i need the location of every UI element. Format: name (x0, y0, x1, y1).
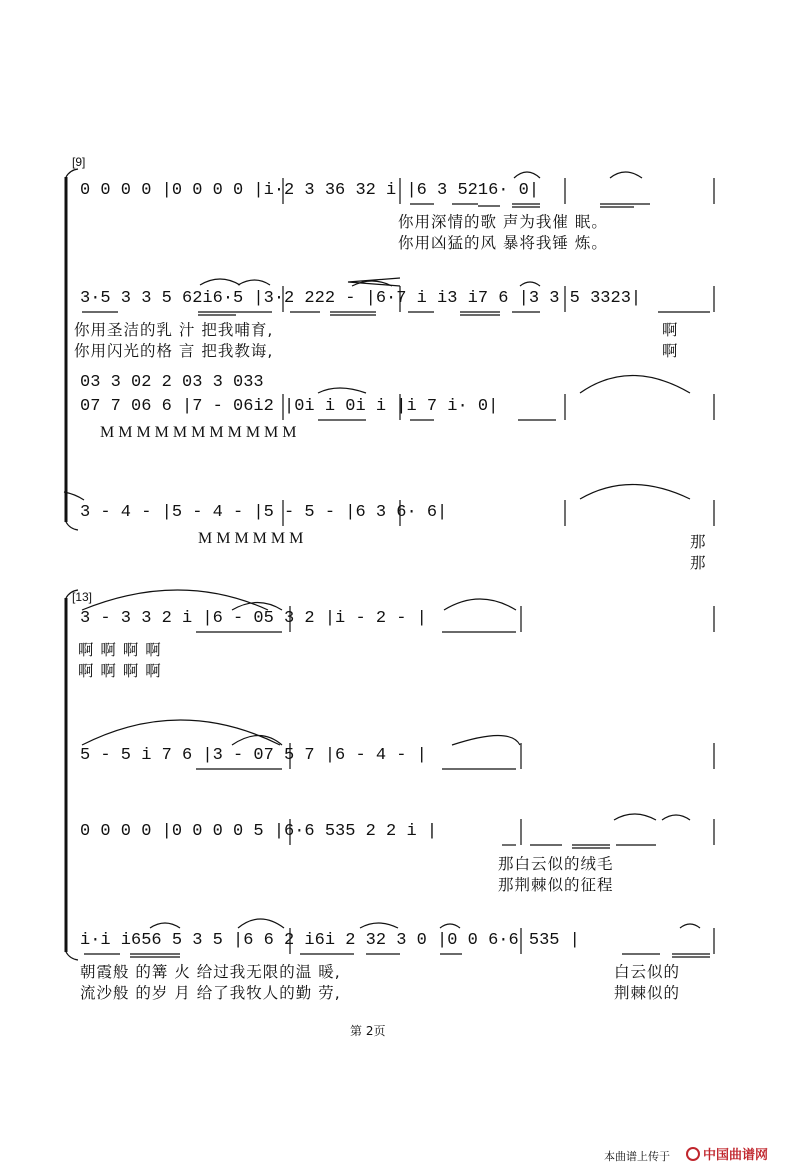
staff-1-4-end-lyric-verse-1: 那 (690, 533, 707, 551)
logo-mark-icon (686, 1147, 700, 1161)
staff-1-1-lyric-verse-1: 你用深情的歌 声为我催 眠。 (398, 213, 608, 231)
staff-2-1-notes: 3 - 3 3 2 i |6 - 05 3 2 |i - 2 - | (80, 609, 427, 628)
staff-1-3-lyric: M M M M M M M M M M M (100, 424, 297, 441)
staff-2-4-lyric-verse-2: 流沙般 的岁 月 给了我牧人的勤 劳, (80, 984, 341, 1002)
upload-note: 本曲谱上传于 (604, 1150, 670, 1163)
staff-1-2-notes: 3·5 3 3 5 62i6·5 |3·2 222 - |6·7 i i3 i7 6 |3 3 5 3323| (80, 289, 642, 308)
barlines-system-2 (290, 606, 714, 954)
staff-1-4-notes: 3 - 4 - |5 - 4 - |5 - 5 - |6 3 6· 6| (80, 503, 448, 522)
staff-2-3-lyric-verse-1: 那白云似的绒毛 (498, 855, 614, 873)
staff-1-1-notes: 0 0 0 0 |0 0 0 0 |i·2 3 36 32 i |6 3 5216· 0| (80, 181, 540, 200)
rehearsal-mark-13: [13] (72, 590, 93, 604)
staff-2-2-notes: 5 - 5 i 7 6 |3 - 07 5 7 |6 - 4 - | (80, 746, 427, 765)
page-number: 第 2页 (350, 1024, 386, 1038)
staff-2-4-lyric-verse-1: 朝霞般 的篝 火 给过我无限的温 暖, (80, 963, 341, 981)
staff-1-2-end-lyric-verse-1: 啊 (662, 321, 679, 339)
site-logo (686, 1144, 768, 1163)
staff-2-4-end-lyric-verse-1: 白云似的 (614, 963, 681, 981)
staff-1-2-end-lyric-verse-2: 啊 (662, 342, 679, 360)
staff-1-1-lyric-verse-2: 你用凶猛的风 暴将我锤 炼。 (398, 234, 608, 252)
logo-text: 中国曲谱网 (703, 1148, 769, 1163)
staff-1-3-upper-notes: 03 3 02 2 03 3 033 (80, 373, 264, 392)
staff-2-4-notes: i·i i656 5 3 5 |6 6 2 i6i 2 32 3 0 |0 0 6·6 535 | (80, 931, 580, 950)
staff-2-1-lyric-verse-2: 啊 啊 啊 啊 (78, 662, 162, 680)
staff-2-1-lyric-verse-1: 啊 啊 啊 啊 (78, 641, 162, 659)
staff-1-4-lyric: M M M M M M (198, 530, 304, 547)
staff-1-4-end-lyric-verse-2: 那 (690, 554, 707, 572)
staff-1-2-lyric-verse-1: 你用圣洁的乳 汁 把我哺育, (74, 321, 274, 339)
staff-1-3-notes: 07 7 06 6 |7 - 06i2 |0i i 0i i |i 7 i· 0| (80, 397, 499, 416)
staff-2-3-lyric-verse-2: 那荆棘似的征程 (498, 876, 614, 894)
rehearsal-mark-9: [9] (72, 155, 86, 169)
staff-2-4-end-lyric-verse-2: 荆棘似的 (614, 984, 681, 1002)
staff-1-2-lyric-verse-2: 你用闪光的格 言 把我教诲, (74, 342, 274, 360)
staff-2-3-notes: 0 0 0 0 |0 0 0 0 5 |6·6 535 2 2 i | (80, 822, 438, 841)
